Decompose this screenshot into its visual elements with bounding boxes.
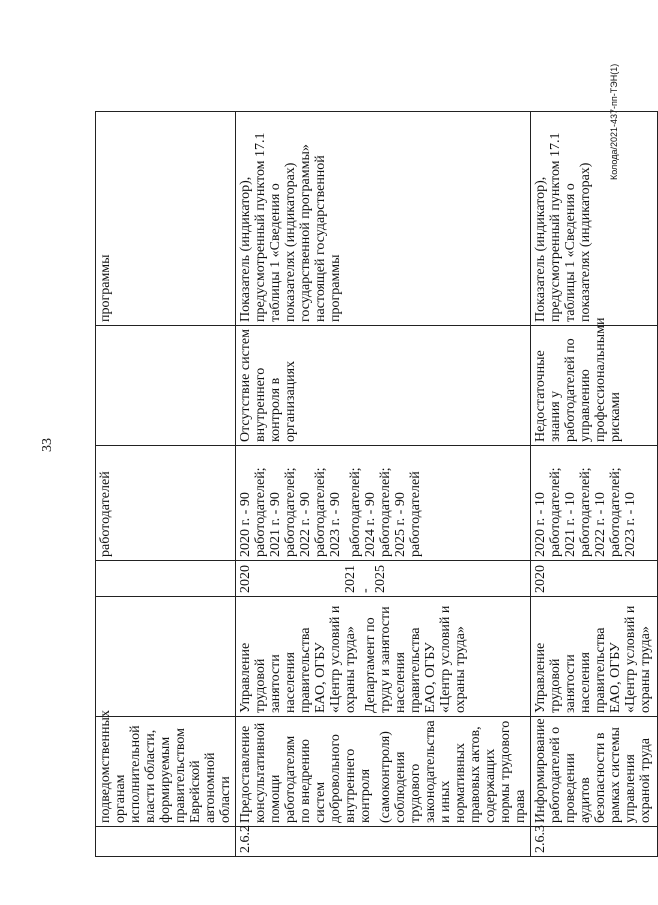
cell-risk-2-6-3: Недостаточные знания у работодателей по управлению профессиональными рисками — [531, 326, 658, 446]
table-row-2-6-3 — [531, 112, 658, 857]
activity-text-part-2: (самоконтроля) соблюдения трудового законодательства и иных нормативных правовых актов, содержащих нормы трудового права — [378, 720, 528, 823]
cell-executor-2-6-2 — [236, 597, 531, 717]
executor-text-2021-2025: Департамент по труду и занятости населения правительства ЕАО, ОГБУ «Центр условий и охраны труда» — [363, 605, 468, 713]
cell-result-continued: работодателей — [96, 446, 236, 561]
activity-text-part-1: Предоставление консультативной помощи работодателям по внедрению систем добровольного внутреннего контроля — [238, 722, 373, 823]
table-row-2-6-2 — [236, 112, 531, 857]
cell-executor-2-6-3: Управление трудовой занятости населения правительства ЕАО, ОГБУ «Центр условий и охраны труда» — [531, 597, 658, 717]
page-number: 33 — [40, 438, 55, 452]
cell-activity-2-6-3: Информирование работодателей о проведении аудитов безопасности в рамках системы управления охраной труда — [531, 717, 658, 827]
table-row-continued — [96, 112, 236, 857]
cell-number-2-6-2: 2.6.2 — [236, 827, 531, 857]
result-text-part-2: работодателей; 2024 г. - 90 работодателей; 2025 г. - 90 работодателей — [348, 467, 423, 557]
cell-result-2-6-2 — [236, 446, 531, 561]
cell-year-2-6-3: 2020 — [531, 561, 658, 597]
cell-executor-continued — [96, 597, 236, 717]
result-text-part-1: 2020 г. - 90 работодателей; 2021 г. - 90 работодателей; 2022 г. - 90 работодателей; 2023 г. - 90 — [238, 467, 343, 557]
cell-description-2-6-3: Показатель (индикатор), предусмотренный пунктом 17.1 таблицы 1 «Сведения о показателях (индикаторах) — [531, 112, 658, 326]
cell-description-continued: программы — [96, 112, 236, 326]
year-2021-2025: 2021 - 2025 — [343, 565, 388, 593]
cell-description-2-6-2: Показатель (индикатор), предусмотренный пунктом 17.1 таблицы 1 «Сведения о показателях (индикаторах) государственной программы» настоящей государственной программы — [236, 112, 531, 326]
cell-number-continued — [96, 827, 236, 857]
year-2020: 2020 — [238, 565, 253, 593]
cell-year-2-6-2 — [236, 561, 531, 597]
executor-text-2020: Управление трудовой занятости населения правительства ЕАО, ОГБУ «Центр условий и охраны труда» — [238, 605, 358, 713]
cell-activity-continued: подведомственных органам исполнительной власти области, формируемым правительством Еврейской автономной области — [96, 717, 236, 827]
cell-year-continued — [96, 561, 236, 597]
cell-activity-2-6-2 — [236, 717, 531, 827]
program-table — [95, 111, 658, 857]
document-stamp: Колода/2021-437-пп-ТЭН(1) — [609, 63, 619, 180]
cell-risk-continued — [96, 326, 236, 446]
cell-result-2-6-3: 2020 г. - 10 работодателей; 2021 г. - 10 работодателей; 2022 г. - 10 работодателей; 2023 г. - 10 — [531, 446, 658, 561]
cell-number-2-6-3: 2.6.3 — [531, 827, 658, 857]
cell-risk-2-6-2: Отсутствие систем внутреннего контроля в организациях — [236, 326, 531, 446]
